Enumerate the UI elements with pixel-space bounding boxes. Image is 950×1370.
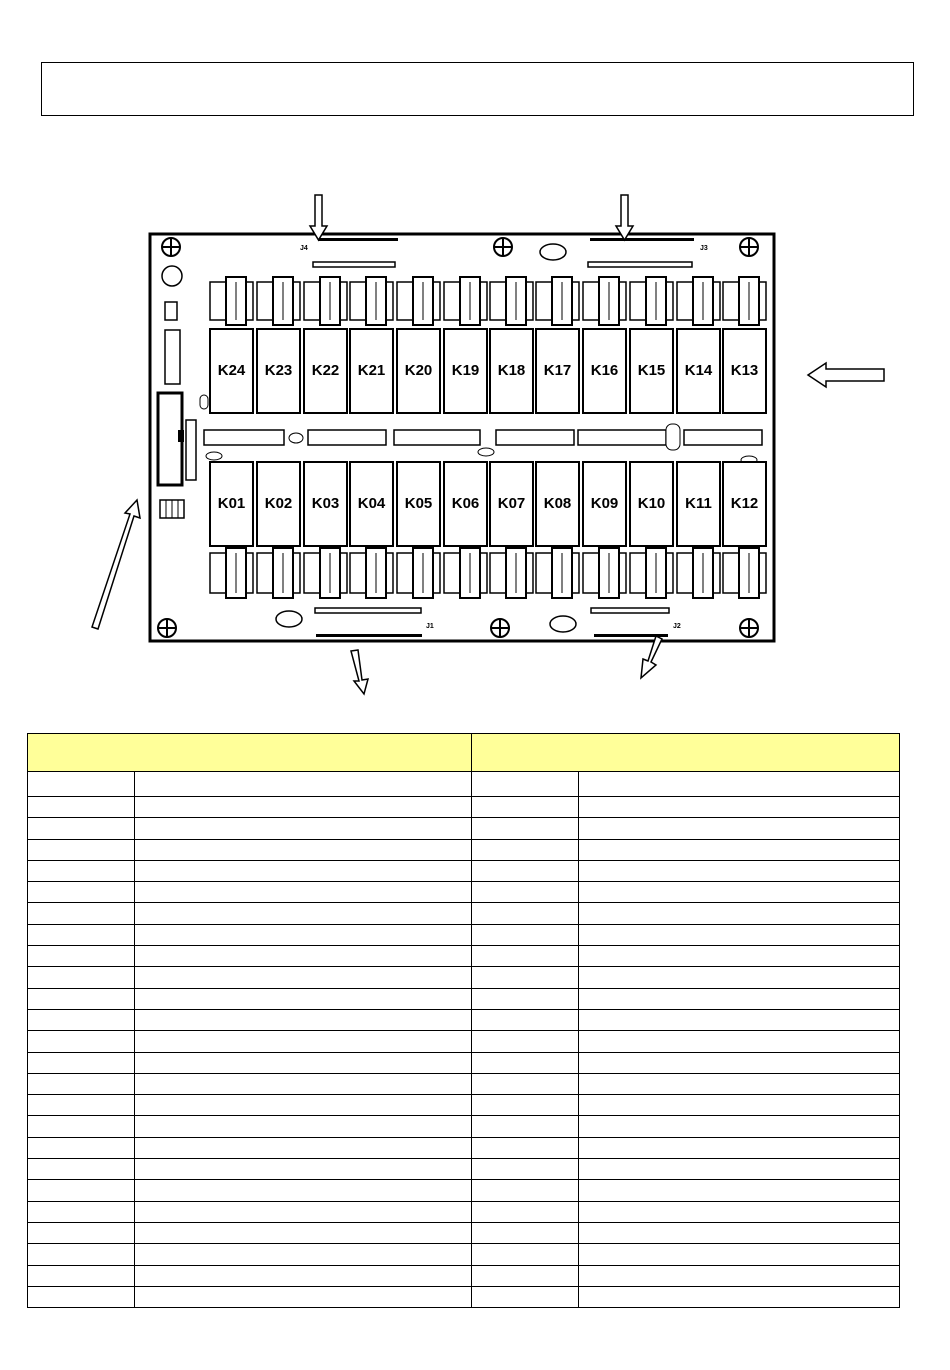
table-cell [135, 988, 472, 1009]
table-row [28, 946, 900, 967]
table-cell [579, 797, 900, 818]
screw-icon [740, 238, 758, 256]
table-cell [472, 1031, 579, 1052]
table-cell [28, 1052, 135, 1073]
relay-label: K23 [264, 361, 293, 379]
table-cell [28, 1265, 135, 1286]
relay-label: K02 [264, 494, 293, 512]
table-cell [28, 1286, 135, 1307]
table-row [28, 1073, 900, 1094]
table-cell [579, 1201, 900, 1222]
table-cell [28, 772, 135, 797]
relay-label: K15 [637, 361, 666, 379]
table-cell [135, 1180, 472, 1201]
table-cell [135, 839, 472, 860]
table-cell [135, 1009, 472, 1030]
connector-label-j4: J4 [300, 245, 308, 252]
table-cell [579, 1286, 900, 1307]
relay-label: K03 [311, 494, 340, 512]
relay-label: K12 [730, 494, 759, 512]
table-cell [579, 988, 900, 1009]
table-cell [579, 946, 900, 967]
screw-icon [491, 619, 509, 637]
table-cell [472, 1052, 579, 1073]
table-cell [135, 1159, 472, 1180]
table-cell [135, 1073, 472, 1094]
io-table [27, 733, 900, 1308]
screw-icon [740, 619, 758, 637]
table-cell [579, 772, 900, 797]
table-cell [472, 772, 579, 797]
table-cell [135, 1222, 472, 1243]
table-cell [472, 946, 579, 967]
table-cell [472, 924, 579, 945]
table-cell [579, 1244, 900, 1265]
table-cell [135, 1116, 472, 1137]
table-cell [28, 797, 135, 818]
table-cell [28, 1095, 135, 1116]
relay-label: K24 [217, 361, 246, 379]
table-cell [28, 946, 135, 967]
table-cell [472, 967, 579, 988]
table-cell [135, 903, 472, 924]
arrow-down-bottom-icon [351, 650, 368, 694]
table-cell [135, 797, 472, 818]
table-cell [135, 818, 472, 839]
table-cell [579, 1031, 900, 1052]
table-cell [28, 839, 135, 860]
table-row [28, 1137, 900, 1158]
table-cell [472, 818, 579, 839]
table-cell [472, 860, 579, 881]
relay-label: K21 [357, 361, 386, 379]
table-row [28, 772, 900, 797]
table-row [28, 797, 900, 818]
table-cell [472, 903, 579, 924]
table-cell [579, 1009, 900, 1030]
table-cell [135, 1137, 472, 1158]
table-cell [28, 860, 135, 881]
table-cell [28, 1180, 135, 1201]
table-row [28, 1222, 900, 1243]
table-cell [28, 1009, 135, 1030]
table-cell [579, 1052, 900, 1073]
table-cell [472, 1095, 579, 1116]
arrow-left-icon [808, 363, 884, 387]
table-cell [472, 1201, 579, 1222]
screw-icon [162, 238, 180, 256]
table-row [28, 924, 900, 945]
table-cell [472, 797, 579, 818]
table-cell [135, 882, 472, 903]
relay-label: K06 [451, 494, 480, 512]
table-cell [579, 967, 900, 988]
table-cell [28, 967, 135, 988]
table-cell [28, 1201, 135, 1222]
table-row [28, 967, 900, 988]
table-cell [579, 1159, 900, 1180]
table-cell [135, 860, 472, 881]
table-cell [28, 988, 135, 1009]
table-cell [579, 860, 900, 881]
table-cell [579, 1116, 900, 1137]
arrow-up-left-icon [92, 500, 140, 629]
relay-label: K20 [404, 361, 433, 379]
relay-label: K05 [404, 494, 433, 512]
table-cell [135, 1265, 472, 1286]
relay-label: K09 [590, 494, 619, 512]
connector-label-j3: J3 [700, 245, 708, 252]
table-cell [472, 1073, 579, 1094]
table-row [28, 818, 900, 839]
table-cell [28, 1159, 135, 1180]
table-cell [28, 924, 135, 945]
relay-label: K07 [497, 494, 526, 512]
table-row [28, 1201, 900, 1222]
table-row [28, 988, 900, 1009]
table-cell [579, 1073, 900, 1094]
table-cell [135, 1244, 472, 1265]
relay-label: K22 [311, 361, 340, 379]
table-row [28, 903, 900, 924]
table-cell [472, 988, 579, 1009]
table-row [28, 1031, 900, 1052]
table-cell [472, 839, 579, 860]
relay-label: K11 [685, 494, 712, 512]
table-cell [135, 924, 472, 945]
table-row [28, 1116, 900, 1137]
table-cell [472, 1159, 579, 1180]
table-row [28, 1265, 900, 1286]
table-cell [472, 1009, 579, 1030]
relay-label: K13 [730, 361, 759, 379]
table-cell [472, 1180, 579, 1201]
table-row [28, 1159, 900, 1180]
table-row [28, 1052, 900, 1073]
table-cell [472, 1286, 579, 1307]
table-row [28, 882, 900, 903]
table-cell [135, 967, 472, 988]
relay-board-diagram [0, 180, 950, 700]
table-cell [135, 1095, 472, 1116]
relay-label: K01 [217, 494, 246, 512]
table-cell [135, 946, 472, 967]
table-cell [472, 1265, 579, 1286]
relay-label: K08 [543, 494, 572, 512]
table-cell [472, 1137, 579, 1158]
table-cell [28, 882, 135, 903]
table-cell [28, 903, 135, 924]
table-header-left [28, 734, 472, 772]
table-row [28, 1180, 900, 1201]
relay-label: K04 [357, 494, 386, 512]
table-cell [579, 818, 900, 839]
table-cell [472, 1222, 579, 1243]
table-cell [579, 1180, 900, 1201]
connector-label-j1: J1 [426, 623, 434, 630]
table-cell [579, 1095, 900, 1116]
table-row [28, 839, 900, 860]
table-cell [579, 1265, 900, 1286]
table-cell [579, 839, 900, 860]
relay-label: K16 [590, 361, 619, 379]
table-header-row [28, 734, 900, 772]
table-cell [28, 1137, 135, 1158]
table-cell [472, 882, 579, 903]
table-row [28, 860, 900, 881]
title-box [41, 62, 914, 116]
table-header-right [472, 734, 900, 772]
table-cell [135, 1286, 472, 1307]
table-cell [579, 903, 900, 924]
table-cell [135, 1052, 472, 1073]
table-cell [579, 882, 900, 903]
table-row [28, 1286, 900, 1307]
table-row [28, 1244, 900, 1265]
table-cell [135, 1031, 472, 1052]
table-cell [28, 1116, 135, 1137]
table-cell [28, 1031, 135, 1052]
table-cell [28, 1073, 135, 1094]
table-cell [28, 1222, 135, 1243]
table-cell [135, 772, 472, 797]
relay-label: K17 [543, 361, 572, 379]
relay-label: K18 [497, 361, 526, 379]
table-cell [135, 1201, 472, 1222]
table-cell [579, 1222, 900, 1243]
relay-label: K10 [637, 494, 666, 512]
screw-icon [494, 238, 512, 256]
screw-icon [158, 619, 176, 637]
table-cell [472, 1116, 579, 1137]
table-row [28, 1009, 900, 1030]
table-cell [28, 1244, 135, 1265]
table-cell [579, 1137, 900, 1158]
relay-label: K19 [451, 361, 480, 379]
table-cell [28, 818, 135, 839]
relay-label: K14 [684, 361, 713, 379]
connector-label-j2: J2 [673, 623, 681, 630]
table-cell [579, 924, 900, 945]
table-row [28, 1095, 900, 1116]
table-cell [472, 1244, 579, 1265]
